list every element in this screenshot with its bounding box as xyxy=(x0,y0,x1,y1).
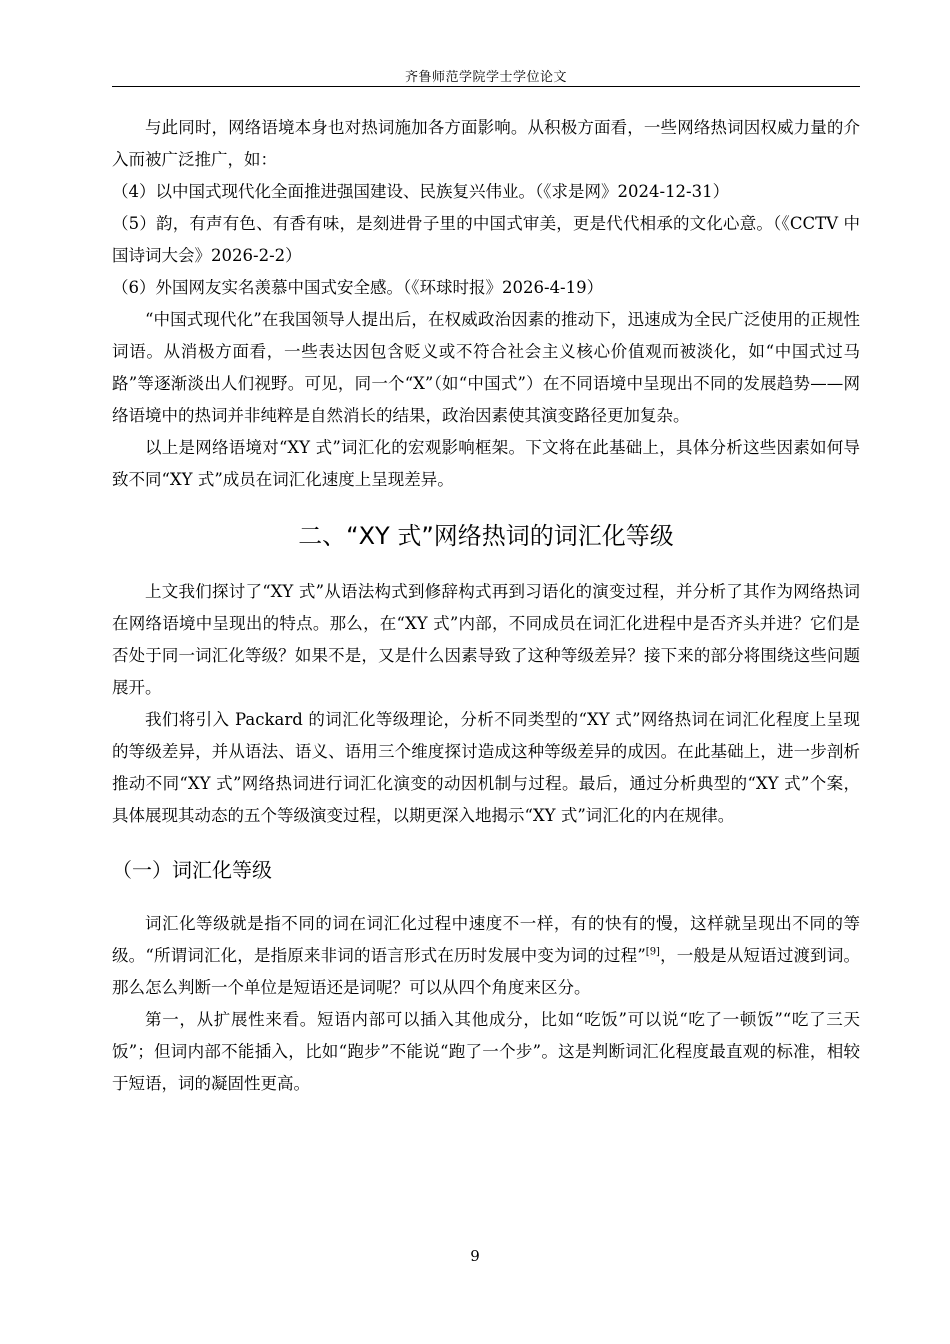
example-5: （5）韵，有声有色、有香有味，是刻进骨子里的中国式审美，更是代代相承的文化心意。（《CCTV 中国诗词大会》2026-2-2） xyxy=(112,214,860,265)
page-number: 9 xyxy=(470,1247,480,1265)
citation-mark: [9] xyxy=(645,946,660,958)
paragraph: 与此同时，网络语境本身也对热词施加各方面影响。从积极方面看，一些网络热词因权威力量的介入而被广泛推广，如： xyxy=(112,118,860,169)
paragraph xyxy=(112,908,860,1004)
paragraph: 以上是网络语境对“XY 式”词汇化的宏观影响框架。下文将在此基础上，具体分析这些因素如何导致不同“XY 式”成员在词汇化速度上呈现差异。 xyxy=(112,438,860,489)
paragraph: 我们将引入 Packard 的词汇化等级理论，分析不同类型的“XY 式”网络热词在词汇化程度上呈现的等级差异，并从语法、语义、语用三个维度探讨造成这种等级差异的成因。在此基础上，进一步剖析推动不同“XY 式”网络热词进行词汇化演变的动因机制与过程。最后，通过分析典型的“XY 式”个案，具体展现其动态的五个等级演变过程，以期更深入地揭示“XY 式”词汇化的内在规律。 xyxy=(112,710,860,825)
header-rule xyxy=(112,86,860,87)
paragraph-text: ，一般是从短语过渡到词。那么怎么判断一个单位是短语还是词呢？可以从四个角度来区分。 xyxy=(112,946,861,997)
paragraph: 第一，从扩展性来看。短语内部可以插入其他成分，比如“吃饭”可以说“吃了一顿饭”“吃了三天饭”；但词内部不能插入，比如“跑步”不能说“跑了一个步”。这是判断词汇化程度最直观的标准，相较于短语，词的凝固性更高。 xyxy=(112,1010,860,1093)
section-heading: 二、“XY 式”网络热词的词汇化等级 xyxy=(298,522,674,550)
subsection-heading: （一）词汇化等级 xyxy=(112,858,272,882)
paragraph: 上文我们探讨了“XY 式”从语法构式到修辞构式再到习语化的演变过程，并分析了其作为网络热词在网络语境中呈现出的特点。那么，在“XY 式”内部，不同成员在词汇化进程中是否齐头并进？它们是否处于同一词汇化等级？如果不是，又是什么因素导致了这种等级差异？接下来的部分将围绕这些问题展开。 xyxy=(112,582,860,697)
example-4: （4）以中国式现代化全面推进强国建设、民族复兴伟业。（《求是网》2024-12-31） xyxy=(112,182,730,201)
example-6: （6）外国网友实名羡慕中国式安全感。（《环球时报》2026-4-19） xyxy=(112,278,604,297)
paragraph-text: 词汇化等级就是指不同的词在词汇化过程中速度不一样，有的快有的慢，这样就呈现出不同的等级。“所谓词汇化，是指原来非词的语言形式在历时发展中变为词的过程” xyxy=(112,914,860,965)
running-header: 齐鲁师范学院学士学位论文 xyxy=(404,70,567,85)
body-text xyxy=(112,112,860,1100)
paragraph: “中国式现代化”在我国领导人提出后，在权威政治因素的推动下，迅速成为全民广泛使用的正规性词语。从消极方面看，一些表达因包含贬义或不符合社会主义核心价值观而被淡化，如“中国式过马路”等逐渐淡出人们视野。可见，同一个“X”（如“中国式”）在不同语境中呈现出不同的发展趋势——网络语境中的热词并非纯粹是自然消长的结果，政治因素使其演变路径更加复杂。 xyxy=(112,310,860,425)
